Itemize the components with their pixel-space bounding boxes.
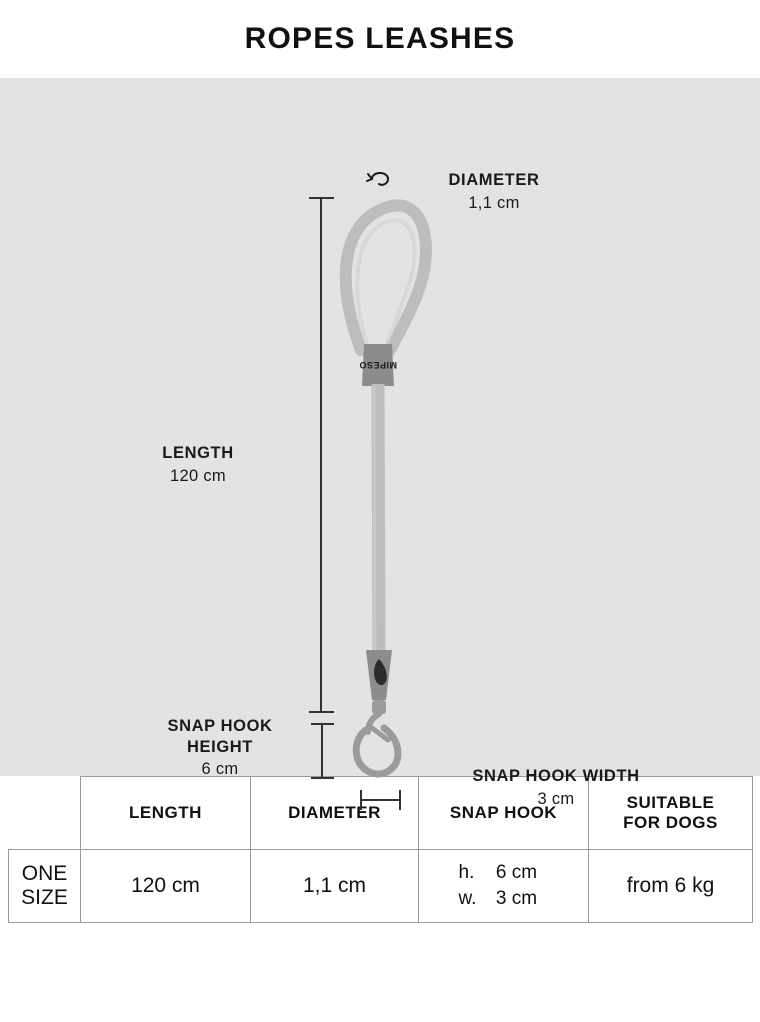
rope-body (374, 384, 379, 658)
cell-snap-hook (419, 850, 589, 923)
snap-hook-width-key: w. (458, 888, 477, 909)
column-header-length: LENGTH (81, 777, 251, 850)
leash-illustration (0, 78, 760, 776)
snap-hook (356, 700, 398, 774)
cell-size-line1: ONE (21, 861, 68, 885)
cell-length: 120 cm (81, 850, 251, 923)
label-snap-hook-height-value: 6 cm (201, 760, 239, 779)
cell-size-line2: SIZE (21, 886, 68, 909)
snap-hook-height-key: h. (458, 862, 475, 884)
snap-hook-width-row (459, 888, 549, 909)
label-length (108, 443, 288, 486)
label-snap-hook-width (436, 766, 676, 809)
label-snap-hook-width-value: 3 cm (537, 789, 575, 808)
page-title: ROPES LEASHES (244, 22, 516, 55)
snap-hook-height-value: 6 cm (495, 862, 538, 884)
column-header-suitable-line1: SUITABLE (626, 793, 715, 813)
snap-hook-width-value: 3 cm (495, 888, 538, 909)
table-row (9, 850, 753, 923)
label-snap-hook-height (128, 716, 312, 780)
label-diameter-value: 1,1 cm (468, 193, 520, 212)
cell-size (9, 850, 81, 923)
snap-hook-height-row (459, 862, 549, 883)
length-dimension-line (309, 198, 334, 712)
label-diameter-heading: DIAMETER (448, 171, 540, 189)
rope-handle (346, 205, 426, 350)
label-length-heading: LENGTH (162, 444, 234, 462)
page-header (0, 0, 760, 78)
table-corner-cell (9, 777, 81, 850)
snap-hook-height-dimension-line (311, 724, 334, 778)
brand-tag (359, 344, 397, 386)
lower-crimp (366, 650, 392, 700)
column-header-snap-hook: SNAP HOOK (419, 777, 589, 850)
label-snap-hook-height-heading-line2: HEIGHT (187, 737, 253, 756)
cell-diameter: 1,1 cm (251, 850, 419, 923)
cell-suitable-for-dogs: from 6 kg (589, 850, 753, 923)
label-snap-hook-height-heading-line1: SNAP HOOK (167, 717, 273, 735)
label-snap-hook-width-heading: SNAP HOOK WIDTH (472, 767, 640, 785)
svg-text:MIPESO: MIPESO (358, 360, 398, 370)
column-header-diameter: DIAMETER (251, 777, 419, 850)
label-diameter (404, 170, 584, 213)
label-length-value: 120 cm (170, 466, 226, 485)
rotation-arrow-icon (367, 173, 388, 185)
column-header-suitable-line2: FOR DOGS (623, 813, 718, 832)
